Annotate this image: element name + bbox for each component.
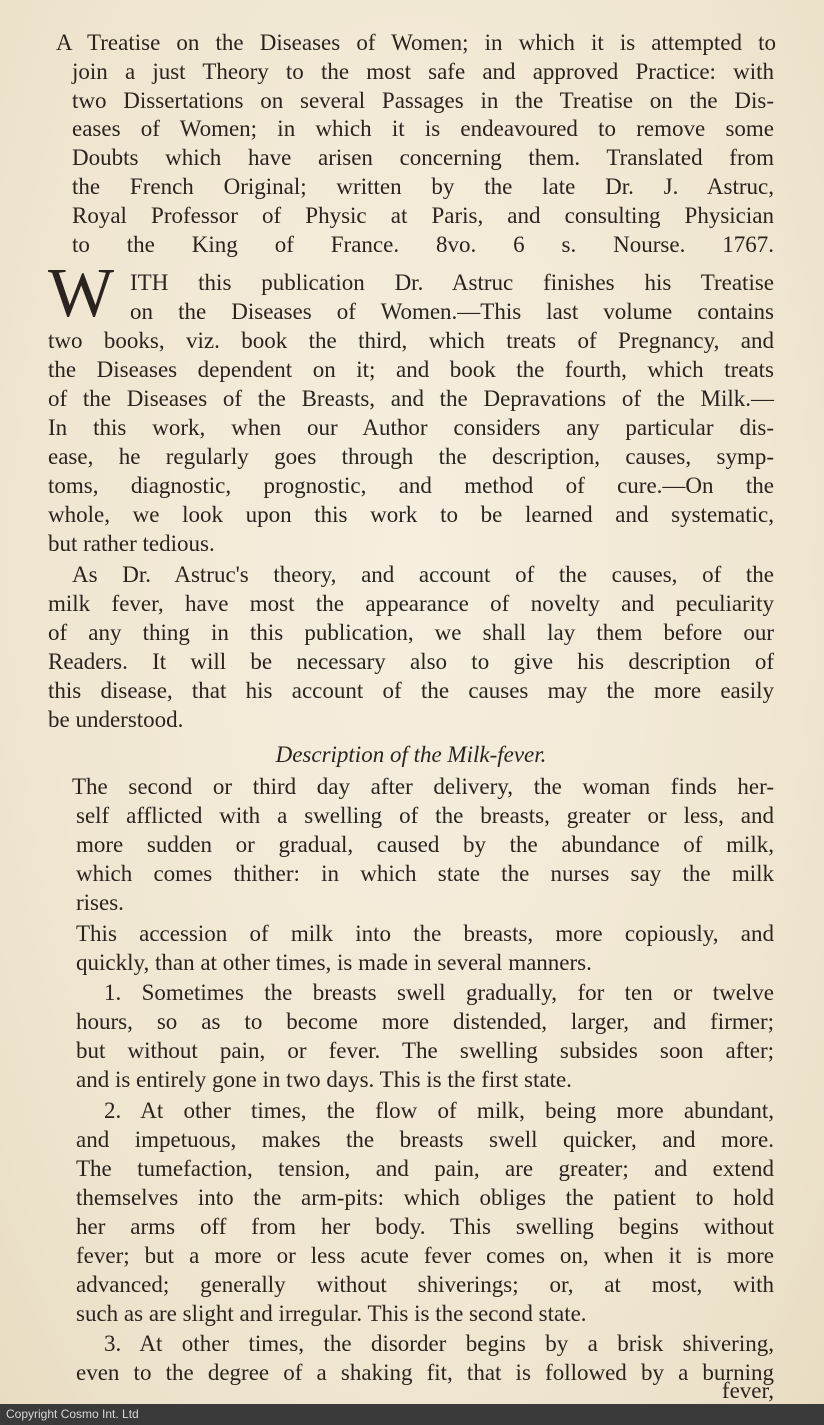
body-line: The tumefaction, tension, and pain, are greater; and extend [76,1156,774,1181]
section-heading: Description of the Milk-fever. [275,742,547,767]
body-line: The second or third day after delivery, the woman finds her- [72,774,774,799]
body-line: two books, viz. book the third, which treats of Pregnancy, and [48,328,774,353]
body-line: ease, he regularly goes through the description, causes, symp- [48,444,774,469]
body-line: even to the degree of a shaking fit, that is followed by a burning [76,1360,774,1385]
body-line: on the Diseases of Women.—This last volume contains [130,299,774,324]
body-line: whole, we look upon this work to be learned and systematic, [48,502,774,527]
heading-line: eases of Women; in which it is endeavoured to remove some [72,116,774,141]
body-line: hours, so as to become more distended, larger, and firmer; [76,1009,774,1034]
body-line: of the Diseases of the Breasts, and the Depravations of the Milk.— [48,386,774,411]
body-line: which comes thither: in which state the nurses say the milk [76,861,774,886]
heading-line: the French Original; written by the late Dr. J. Astruc, [72,174,774,199]
body-line: of any thing in this publication, we shall lay them before our [48,620,774,645]
heading-line: Doubts which have arisen concerning them. Translated from [72,145,774,170]
body-line: self afflicted with a swelling of the breasts, greater or less, and [76,803,774,828]
copyright-watermark: Copyright Cosmo Int. Ltd [0,1404,824,1425]
heading-line: A Treatise on the Diseases of Women; in which it is attempted to [56,30,776,55]
body-line: themselves into the arm-pits: which obliges the patient to hold [76,1185,774,1210]
body-line: 2. At other times, the flow of milk, being more abundant, [104,1098,774,1123]
body-line: rises. [76,890,124,915]
body-line: toms, diagnostic, prognostic, and method of cure.—On the [48,473,774,498]
drop-cap: W [48,255,115,332]
body-line: As Dr. Astruc's theory, and account of the causes, of the [72,562,774,587]
body-line: In this work, when our Author considers any particular dis- [48,415,774,440]
body-line: but without pain, or fever. The swelling subsides soon after; [76,1038,774,1063]
heading-line: two Dissertations on several Passages in the Treatise on the Dis- [72,88,774,113]
body-line: such as are slight and irregular. This is the second state. [76,1301,587,1326]
body-line: ITH this publication Dr. Astruc finishes his Treatise [130,270,774,295]
body-line: This accession of milk into the breasts, more copiously, and [76,921,774,946]
body-line: and is entirely gone in two days. This is the first state. [76,1067,572,1092]
heading-line: join a just Theory to the most safe and approved Practice: with [72,59,774,84]
body-line: advanced; generally without shiverings; or, at most, with [76,1272,774,1297]
catchword: fever, [721,1378,774,1403]
body-line: fever; but a more or less acute fever comes on, when it is more [76,1243,774,1268]
body-line: this disease, that his account of the causes may the more easily [48,678,774,703]
body-line: but rather tedious. [48,531,215,556]
body-line: more sudden or gradual, caused by the abundance of milk, [76,832,774,857]
body-line: and impetuous, makes the breasts swell quicker, and more. [76,1127,774,1152]
body-line: 1. Sometimes the breasts swell gradually, for ten or twelve [104,980,774,1005]
heading-line: to the King of France. 8vo. 6 s. Nourse. 1767. [72,232,774,257]
body-line: the Diseases dependent on it; and book the fourth, which treats [48,357,774,382]
body-line: her arms off from her body. This swelling begins without [76,1214,774,1239]
body-line: quickly, than at other times, is made in several manners. [76,950,592,975]
heading-line: Royal Professor of Physic at Paris, and consulting Physician [72,203,774,228]
body-line: be understood. [48,707,184,732]
body-line: Readers. It will be necessary also to give his description of [48,649,774,674]
body-line: 3. At other times, the disorder begins by a brisk shivering, [104,1331,774,1356]
body-line: milk fever, have most the appearance of novelty and peculiarity [48,591,774,616]
